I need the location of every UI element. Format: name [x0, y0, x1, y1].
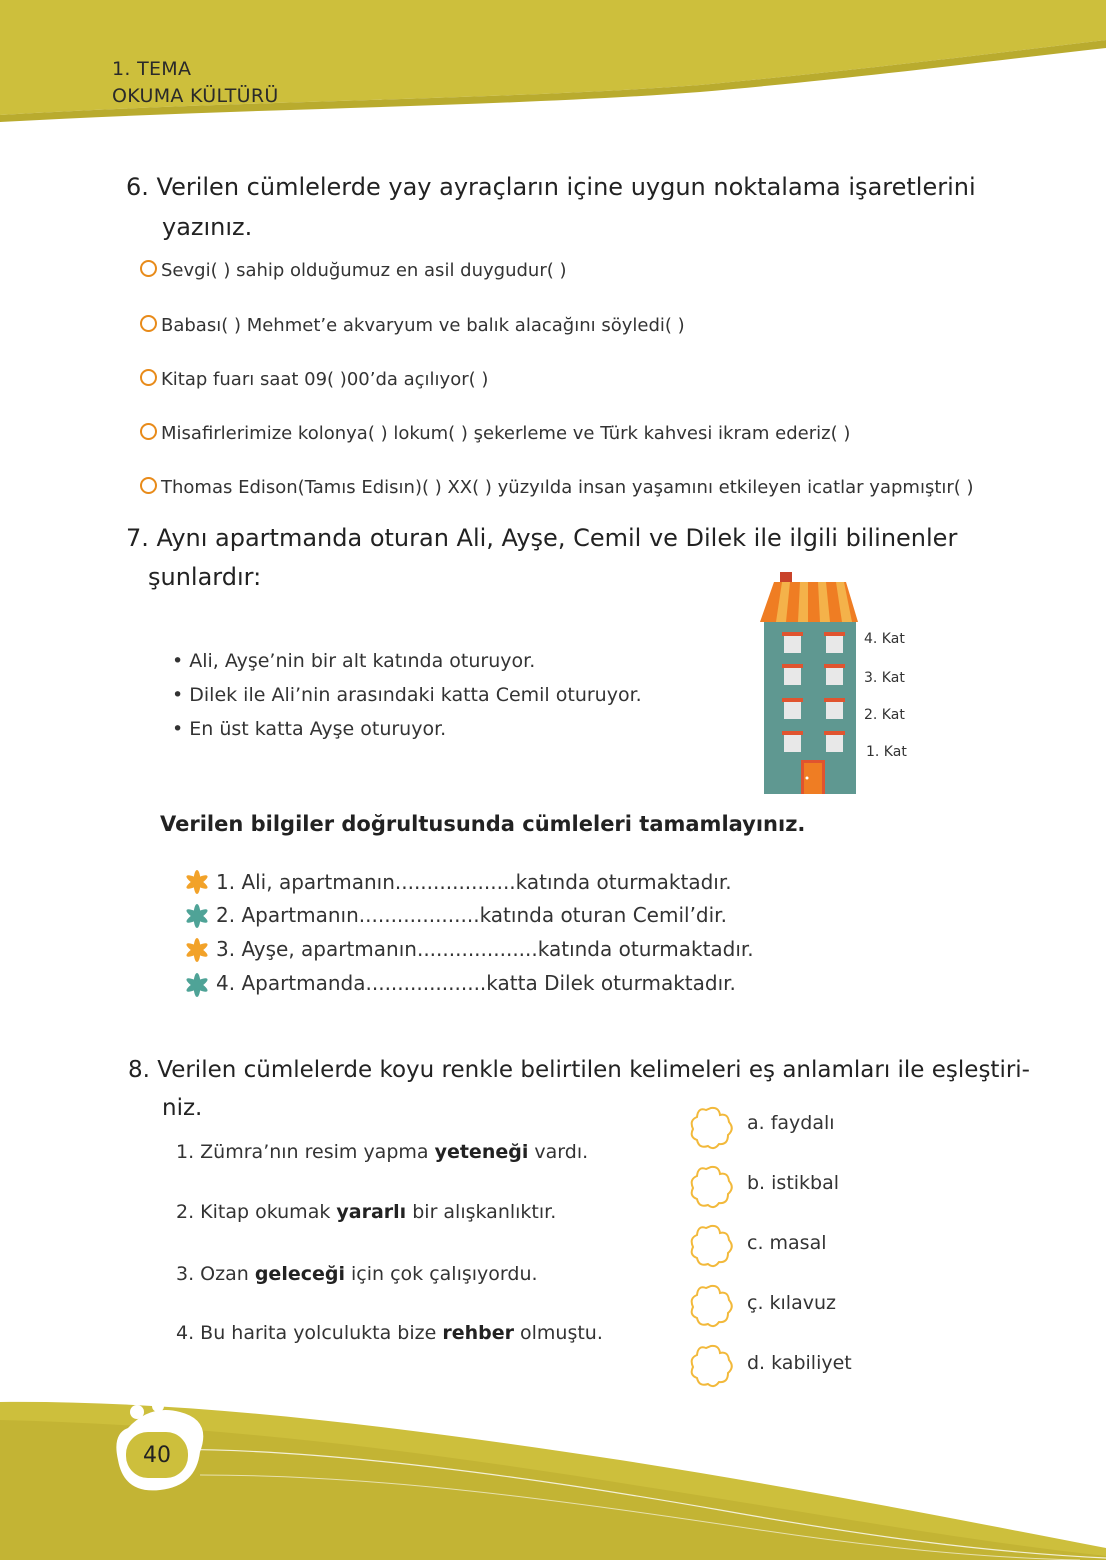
apartment-building-illustration: [754, 570, 864, 796]
keyword: rehber: [442, 1322, 514, 1344]
fill-item: 1. Ali, apartmanın...................katında oturmaktadır.: [216, 870, 732, 894]
q7-bullet: • Dilek ile Ali’nin arasındaki katta Cemil oturuyor.: [172, 684, 642, 706]
ring-icon: [140, 423, 157, 440]
flower-outline-icon: [688, 1104, 734, 1150]
q8-title-line2: niz.: [162, 1095, 203, 1121]
q8-title-line1: 8. Verilen cümlelerde koyu renkle belirtilen kelimeleri eş anlamları ile eşleştiri-: [128, 1057, 1030, 1083]
star-icon: [183, 936, 211, 964]
flower-outline-icon: [688, 1163, 734, 1209]
answer-option: b. istikbal: [747, 1172, 840, 1194]
q6-option: Misafirlerimize kolonya( ) lokum( ) şekerleme ve Türk kahvesi ikram ederiz( ): [140, 423, 850, 444]
header-subtitle: OKUMA KÜLTÜRÜ: [112, 85, 279, 107]
page-number: 40: [126, 1432, 188, 1478]
q8-sentence: 4. Bu harita yolculukta bize rehber olmuştu.: [176, 1322, 603, 1344]
q7-title-line2: şunlardır:: [148, 563, 262, 591]
q6-option: Sevgi( ) sahip olduğumuz en asil duygudur( ): [140, 260, 566, 281]
q6-option: Thomas Edison(Tamıs Edisın)( ) XX( ) yüzyılda insan yaşamını etkileyen icatlar yapmıştır( ): [140, 477, 974, 498]
keyword: yararlı: [336, 1201, 407, 1223]
ring-icon: [140, 369, 157, 386]
q7-bullet: • Ali, Ayşe’nin bir alt katında oturuyor.: [172, 650, 536, 672]
answer-option: d. kabiliyet: [747, 1352, 852, 1374]
fill-item: 2. Apartmanın...................katında oturan Cemil’dir.: [216, 903, 727, 927]
floor-label: 1. Kat: [866, 744, 907, 760]
floor-label: 2. Kat: [864, 707, 905, 723]
ring-icon: [140, 477, 157, 494]
q6-option: Kitap fuarı saat 09( )00’da açılıyor( ): [140, 369, 488, 390]
star-icon: [183, 902, 211, 930]
flower-outline-icon: [688, 1282, 734, 1328]
q7-instruction: Verilen bilgiler doğrultusunda cümleleri tamamlayınız.: [160, 812, 806, 836]
floor-label: 4. Kat: [864, 631, 905, 647]
star-icon: [183, 971, 211, 999]
flower-outline-icon: [688, 1342, 734, 1388]
flower-outline-icon: [688, 1222, 734, 1268]
q6-option: Babası( ) Mehmet’e akvaryum ve balık alacağını söyledi( ): [140, 315, 685, 336]
q6-title-line2: yazınız.: [162, 213, 253, 241]
answer-option: ç. kılavuz: [747, 1292, 836, 1314]
answer-option: c. masal: [747, 1232, 827, 1254]
fill-item: 4. Apartmanda...................katta Dilek oturmaktadır.: [216, 971, 736, 995]
answer-option: a. faydalı: [747, 1112, 835, 1134]
keyword: yeteneği: [434, 1141, 529, 1163]
q8-sentence: 2. Kitap okumak yararlı bir alışkanlıktır.: [176, 1201, 557, 1223]
ring-icon: [140, 315, 157, 332]
keyword: geleceği: [254, 1263, 345, 1285]
fill-item: 3. Ayşe, apartmanın...................katında oturmaktadır.: [216, 937, 754, 961]
header-tema: 1. TEMA: [112, 58, 192, 80]
q6-title-line1: 6. Verilen cümlelerde yay ayraçların içine uygun noktalama işaretlerini: [126, 173, 976, 201]
q8-sentence: 3. Ozan geleceği için çok çalışıyordu.: [176, 1263, 538, 1285]
ring-icon: [140, 260, 157, 277]
q7-bullet: • En üst katta Ayşe oturuyor.: [172, 718, 447, 740]
star-icon: [183, 868, 211, 896]
q7-title-line1: 7. Aynı apartmanda oturan Ali, Ayşe, Cemil ve Dilek ile ilgili bilinenler: [126, 524, 958, 552]
q8-sentence: 1. Zümra’nın resim yapma yeteneği vardı.: [176, 1141, 589, 1163]
floor-label: 3. Kat: [864, 670, 905, 686]
